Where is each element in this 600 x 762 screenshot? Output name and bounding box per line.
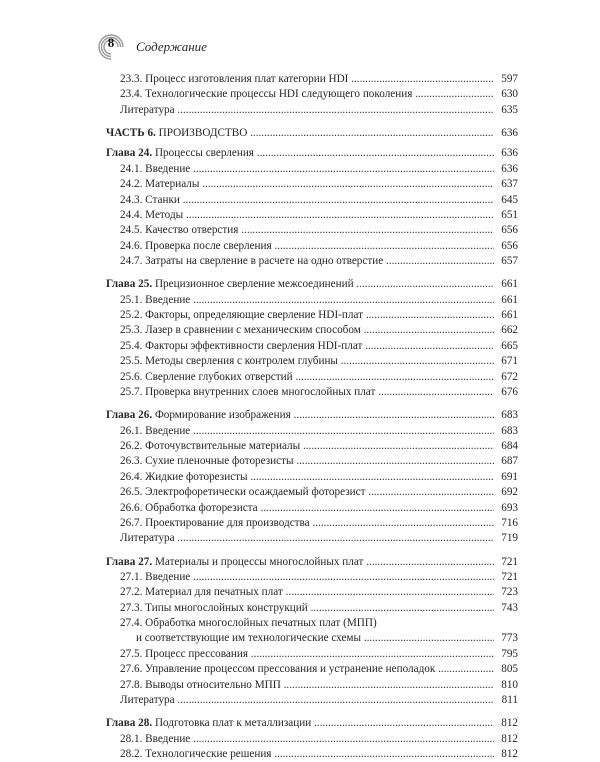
entry-page: 672 <box>501 370 518 383</box>
entry-title: Подготовка плат к металлизации <box>154 717 312 730</box>
entry-page: 692 <box>501 486 518 499</box>
toc-section-row[interactable] <box>106 662 518 677</box>
entry-leader <box>120 72 494 87</box>
section-number: 27.1. <box>120 570 143 583</box>
entry-leader <box>120 385 494 400</box>
entry-title: Станки <box>145 193 180 206</box>
toc-section-row[interactable] <box>106 601 518 616</box>
entry-leader <box>120 747 494 762</box>
entry-title: Жидкие фоторезисты <box>145 470 248 483</box>
entry-leader <box>120 323 494 338</box>
toc-chapter-row[interactable] <box>106 277 518 292</box>
toc-section-row[interactable] <box>106 747 518 762</box>
toc-section-row[interactable] <box>106 162 518 177</box>
chapter-label: Глава 26. <box>106 409 153 422</box>
entry-title: Обработка фоторезиста <box>145 501 258 514</box>
entry-leader <box>120 585 494 600</box>
entry-title: Введение <box>145 162 191 175</box>
entry-page: 687 <box>501 455 518 468</box>
entry-leader <box>120 516 494 531</box>
entry-page: 716 <box>501 516 518 529</box>
entry-title: Методы сверления с контролем глубины <box>145 355 338 368</box>
entry-title: Типы многослойных конструкций <box>145 601 308 614</box>
section-number: 25.3. <box>120 324 143 337</box>
toc-section-row[interactable] <box>106 647 518 662</box>
section-number: 24.2. <box>120 178 143 191</box>
entry-leader <box>120 208 494 223</box>
section-number: 24.7. <box>120 255 143 268</box>
toc-spacer <box>106 269 518 277</box>
entry-leader <box>120 239 494 254</box>
toc-continuation-row[interactable] <box>106 631 518 646</box>
entry-title: Материалы <box>145 178 200 191</box>
entry-page: 630 <box>501 88 518 101</box>
entry-leader <box>120 662 494 677</box>
entry-title: Обработка многослойных печатных плат (МПП) <box>145 617 377 630</box>
toc-section-row[interactable] <box>106 439 518 454</box>
entry-leader <box>120 531 494 546</box>
entry-title: Выводы относительно МПП <box>145 678 281 691</box>
chapter-label: Глава 28. <box>106 717 153 730</box>
entry-leader <box>120 177 494 192</box>
toc-section-row[interactable] <box>106 585 518 600</box>
entry-page: 661 <box>501 309 518 322</box>
entry-leader <box>120 470 494 485</box>
section-number: 24.1. <box>120 162 143 175</box>
entry-page: 719 <box>501 532 518 545</box>
entry-leader <box>120 354 494 369</box>
entry-page: 721 <box>501 570 518 583</box>
toc-section-row[interactable] <box>106 516 518 531</box>
entry-leader <box>106 408 494 423</box>
section-number: 26.6. <box>120 501 143 514</box>
entry-page: 723 <box>501 586 518 599</box>
entry-title: Лазер в сравнении с механическим способом <box>145 324 361 337</box>
toc-chapter-row[interactable] <box>106 555 518 570</box>
toc-spacer <box>106 118 518 126</box>
entry-leader <box>120 87 494 102</box>
toc-section-row[interactable] <box>106 208 518 223</box>
entry-title: Введение <box>145 424 191 437</box>
toc-section-row[interactable] <box>106 470 518 485</box>
entry-leader <box>120 678 494 693</box>
entry-leader <box>120 616 494 631</box>
entry-page: 812 <box>501 717 518 730</box>
toc-section-row[interactable] <box>106 424 518 439</box>
entry-title: Формирование изображения <box>154 409 291 422</box>
section-number: 26.4. <box>120 470 143 483</box>
entry-page: 665 <box>501 339 518 352</box>
section-number: 24.5. <box>120 224 143 237</box>
section-number: 24.6. <box>120 239 143 252</box>
entry-page: 691 <box>501 470 518 483</box>
entry-title: Факторы, определяющие сверление HDI-плат <box>145 309 364 322</box>
section-number: 25.6. <box>120 370 143 383</box>
entry-leader <box>120 424 494 439</box>
chapter-label: Глава 27. <box>106 555 153 568</box>
section-number: 27.3. <box>120 601 143 614</box>
entry-leader <box>120 454 494 469</box>
toc-section-row[interactable] <box>106 87 518 102</box>
entry-page <box>494 616 518 631</box>
entry-page: 597 <box>501 73 518 85</box>
entry-title: Проверка после сверления <box>145 239 272 252</box>
entry-leader <box>120 485 494 500</box>
entry-title: Материал для печатных плат <box>145 586 283 599</box>
entry-title: Факторы эффективности сверления HDI-плат <box>145 339 363 352</box>
section-number: 26.5. <box>120 486 143 499</box>
section-number: 26.1. <box>120 424 143 437</box>
entry-title: Прецизионное сверление межсоединений <box>154 278 354 291</box>
entry-leader <box>120 103 494 118</box>
entry-title: Качество отверстия <box>145 224 239 237</box>
entry-page: 810 <box>501 678 518 691</box>
section-number: 27.6. <box>120 663 143 676</box>
section-number: 23.4. <box>120 88 143 101</box>
toc-section-row[interactable] <box>106 370 518 385</box>
entry-title: Проверка внутренних слоев многослойных плат <box>145 386 376 399</box>
entry-title: Управление процессом прессования и устранение неполадок <box>145 663 436 676</box>
entry-title: Технологические процессы HDI следующего поколения <box>145 88 413 101</box>
entry-leader <box>120 439 494 454</box>
section-number: 26.2. <box>120 439 143 452</box>
section-number: 28.1. <box>120 732 143 745</box>
toc-chapter-row[interactable] <box>106 716 518 731</box>
toc-section-row[interactable] <box>106 293 518 308</box>
entry-title: Методы <box>145 208 184 221</box>
entry-leader <box>120 370 494 385</box>
entry-page: 657 <box>501 255 518 268</box>
entry-page: 637 <box>501 178 518 191</box>
section-number: 25.4. <box>120 339 143 352</box>
entry-leader <box>106 146 494 161</box>
toc-section-row[interactable] <box>106 339 518 354</box>
section-number: 27.2. <box>120 586 143 599</box>
entry-title: Материалы и процессы многослойных плат <box>154 555 364 568</box>
toc-section-row[interactable] <box>106 239 518 254</box>
entry-leader <box>120 570 494 585</box>
entry-title: Литература <box>120 103 175 116</box>
running-header-title: Содержание <box>136 39 207 54</box>
entry-title: Проектирование для производства <box>145 516 310 529</box>
entry-leader <box>106 716 494 731</box>
entry-leader <box>120 162 494 177</box>
section-number: 28.2. <box>120 748 143 760</box>
entry-page: 656 <box>501 239 518 252</box>
toc-section-row[interactable] <box>106 323 518 338</box>
toc-chapter-row[interactable] <box>106 408 518 423</box>
section-number: 25.2. <box>120 309 143 322</box>
entry-title: Затраты на сверление в расчете на одно отверстие <box>145 255 384 268</box>
toc-spacer <box>106 708 518 716</box>
entry-page: 805 <box>501 663 518 676</box>
toc-section-row[interactable] <box>106 103 518 118</box>
entry-leader <box>106 277 494 292</box>
entry-page: 683 <box>501 409 518 422</box>
page-number: 8 <box>107 35 115 50</box>
entry-page: 661 <box>501 278 518 291</box>
toc-section-row[interactable] <box>106 678 518 693</box>
section-number: 25.7. <box>120 386 143 399</box>
section-number: 23.3. <box>120 73 143 85</box>
table-of-contents <box>106 72 518 762</box>
toc-section-row[interactable] <box>106 193 518 208</box>
toc-section-row[interactable] <box>106 616 518 631</box>
entry-page: 684 <box>501 439 518 452</box>
entry-leader <box>120 193 494 208</box>
entry-leader <box>120 308 494 323</box>
entry-leader <box>120 293 494 308</box>
toc-spacer <box>106 400 518 408</box>
entry-leader <box>120 647 494 662</box>
entry-title: Сухие пленочные фоторезисты <box>145 455 294 468</box>
entry-title: Процесс изготовления плат категории HDI <box>145 73 349 85</box>
toc-chapter-row[interactable] <box>106 146 518 161</box>
entry-page: 662 <box>501 324 518 337</box>
entry-leader <box>120 501 494 516</box>
toc-section-row[interactable] <box>106 732 518 747</box>
entry-page: 795 <box>501 647 518 660</box>
entry-page: 811 <box>501 694 518 707</box>
entry-page: 636 <box>501 126 518 139</box>
toc-spacer <box>106 547 518 555</box>
entry-page: 721 <box>501 555 518 568</box>
entry-page: 683 <box>501 424 518 437</box>
chapter-label: Глава 25. <box>106 278 153 291</box>
entry-page: 743 <box>501 601 518 614</box>
toc-section-row[interactable] <box>106 693 518 708</box>
toc-part-row[interactable] <box>106 126 518 141</box>
toc-section-row[interactable] <box>106 177 518 192</box>
entry-title: Введение <box>145 570 191 583</box>
entry-page: 656 <box>501 224 518 237</box>
entry-title: Электрофоретически осаждаемый фоторезист <box>145 486 366 499</box>
section-number: 25.1. <box>120 293 143 306</box>
entry-page: 671 <box>501 355 518 368</box>
entry-leader <box>136 631 494 646</box>
section-number: 27.8. <box>120 678 143 691</box>
toc-section-row[interactable] <box>106 485 518 500</box>
entry-title: Фоточувствительные материалы <box>145 439 301 452</box>
chapter-label: Глава 24. <box>106 147 153 160</box>
entry-title: Литература <box>120 694 175 707</box>
section-number: 24.3. <box>120 193 143 206</box>
entry-page: 676 <box>501 386 518 399</box>
entry-page: 812 <box>501 748 518 760</box>
entry-title: Процессы сверления <box>154 147 254 160</box>
entry-leader <box>120 254 494 269</box>
entry-leader <box>120 693 494 708</box>
entry-leader <box>120 732 494 747</box>
entry-title: ПРОИЗВОДСТВО <box>158 126 248 139</box>
entry-title: Процесс прессования <box>145 647 248 660</box>
section-number: 26.7. <box>120 516 143 529</box>
entry-leader <box>120 223 494 238</box>
toc-section-row[interactable] <box>106 72 518 87</box>
entry-leader <box>120 601 494 616</box>
toc-section-row[interactable] <box>106 454 518 469</box>
entry-page: 645 <box>501 193 518 206</box>
entry-page: 636 <box>501 147 518 160</box>
toc-section-row[interactable] <box>106 354 518 369</box>
section-number: 24.4. <box>120 208 143 221</box>
toc-section-row[interactable] <box>106 501 518 516</box>
section-number: 27.5. <box>120 647 143 660</box>
entry-title: Сверление глубоких отверстий <box>145 370 293 383</box>
toc-section-row[interactable] <box>106 570 518 585</box>
part-label: ЧАСТЬ 6. <box>106 126 156 139</box>
section-number: 27.4. <box>120 617 143 630</box>
entry-page: 636 <box>501 162 518 175</box>
entry-title: Литература <box>120 532 175 545</box>
entry-page: 812 <box>501 732 518 745</box>
entry-page: 661 <box>501 293 518 306</box>
toc-section-row[interactable] <box>106 254 518 269</box>
entry-title: Введение <box>145 293 191 306</box>
entry-title: и соответствующие им технологические схемы <box>136 632 362 645</box>
entry-leader <box>106 126 494 141</box>
section-number: 26.3. <box>120 455 143 468</box>
entry-title: Введение <box>145 732 191 745</box>
entry-title: Технологические решения <box>145 748 272 760</box>
entry-leader <box>106 555 494 570</box>
toc-section-row[interactable] <box>106 385 518 400</box>
entry-leader <box>120 339 494 354</box>
toc-section-row[interactable] <box>106 223 518 238</box>
section-number: 25.5. <box>120 355 143 368</box>
entry-page: 693 <box>501 501 518 514</box>
entry-page: 635 <box>501 103 518 116</box>
toc-section-row[interactable] <box>106 531 518 546</box>
entry-page: 773 <box>501 632 518 645</box>
entry-page: 651 <box>501 208 518 221</box>
toc-section-row[interactable] <box>106 308 518 323</box>
